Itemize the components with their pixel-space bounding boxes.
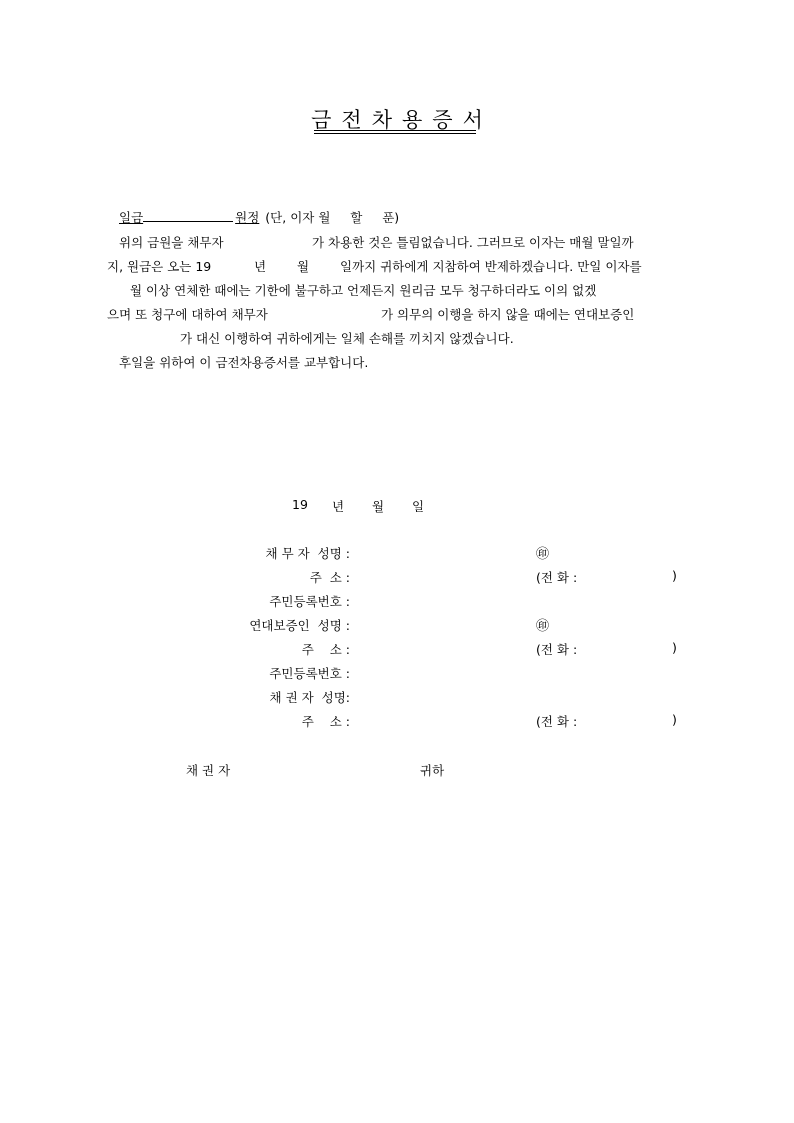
interest-note: (단, 이자 월 할 푼) bbox=[265, 210, 400, 225]
guarantor-phone-close: ) bbox=[672, 640, 677, 655]
debtor-name-label: 채 무 자 성명 : bbox=[265, 546, 350, 561]
creditor-phone-close: ) bbox=[672, 712, 677, 727]
date-year: 19 bbox=[292, 497, 308, 512]
document-title: 금전차용증서 bbox=[311, 108, 493, 132]
amount-line bbox=[119, 208, 399, 226]
body-line-5: 가 대신 이행하여 귀하에게는 일체 손해를 끼치지 않겠습니다. bbox=[180, 331, 514, 346]
body-line-6: 후일을 위하여 이 금전차용증서를 교부합니다. bbox=[119, 355, 369, 370]
guarantor-phone-label: (전 화 : bbox=[536, 642, 578, 657]
guarantor-id-label: 주민등록번호 : bbox=[269, 666, 350, 681]
addressee-label: 채 권 자 bbox=[186, 763, 231, 778]
title-underline-top bbox=[314, 130, 476, 131]
addressee-honorific: 귀하 bbox=[420, 763, 445, 778]
amount-prefix: 일금 bbox=[119, 210, 144, 225]
body-line-1a: 위의 금원을 채무자 bbox=[119, 235, 224, 250]
body-line-4b: 가 의무의 이행을 하지 않을 때에는 연대보증인 bbox=[381, 307, 635, 322]
debtor-address-label: 주 소 : bbox=[309, 570, 350, 585]
date-day-unit: 일 bbox=[412, 499, 425, 514]
body-line-1b: 가 차용한 것은 틀림없습니다. 그러므로 이자는 매월 말일까 bbox=[312, 235, 634, 250]
body-line-2b: 년 bbox=[254, 259, 267, 274]
body-line-2d: 일까지 귀하에게 지참하여 반제하겠습니다. 만일 이자를 bbox=[340, 259, 642, 274]
debtor-id-label: 주민등록번호 : bbox=[269, 594, 350, 609]
guarantor-seal-icon: ㊞ bbox=[536, 619, 550, 634]
body-line-2a: 지, 원금은 오는 19 bbox=[107, 259, 212, 274]
body-line-3: 월 이상 연체한 때에는 기한에 불구하고 언제든지 원리금 모두 청구하더라도 이의 없겠 bbox=[130, 283, 597, 298]
date-year-unit: 년 bbox=[332, 499, 345, 514]
body-line-4a: 으며 또 청구에 대하여 채무자 bbox=[107, 307, 268, 322]
date-month-unit: 월 bbox=[372, 499, 385, 514]
amount-suffix: 원정 bbox=[235, 210, 260, 225]
debtor-phone-close: ) bbox=[672, 568, 677, 583]
creditor-phone-label: (전 화 : bbox=[536, 714, 578, 729]
title-underline-bottom bbox=[314, 133, 476, 134]
body-line-2c: 월 bbox=[297, 259, 310, 274]
creditor-address-label: 주 소 : bbox=[301, 714, 350, 729]
amount-blank bbox=[143, 211, 233, 222]
creditor-name-label: 채 권 자 성명: bbox=[269, 690, 350, 705]
debtor-seal-icon: ㊞ bbox=[536, 547, 550, 562]
guarantor-address-label: 주 소 : bbox=[301, 642, 350, 657]
debtor-phone-label: (전 화 : bbox=[536, 570, 578, 585]
guarantor-name-label: 연대보증인 성명 : bbox=[249, 618, 350, 633]
